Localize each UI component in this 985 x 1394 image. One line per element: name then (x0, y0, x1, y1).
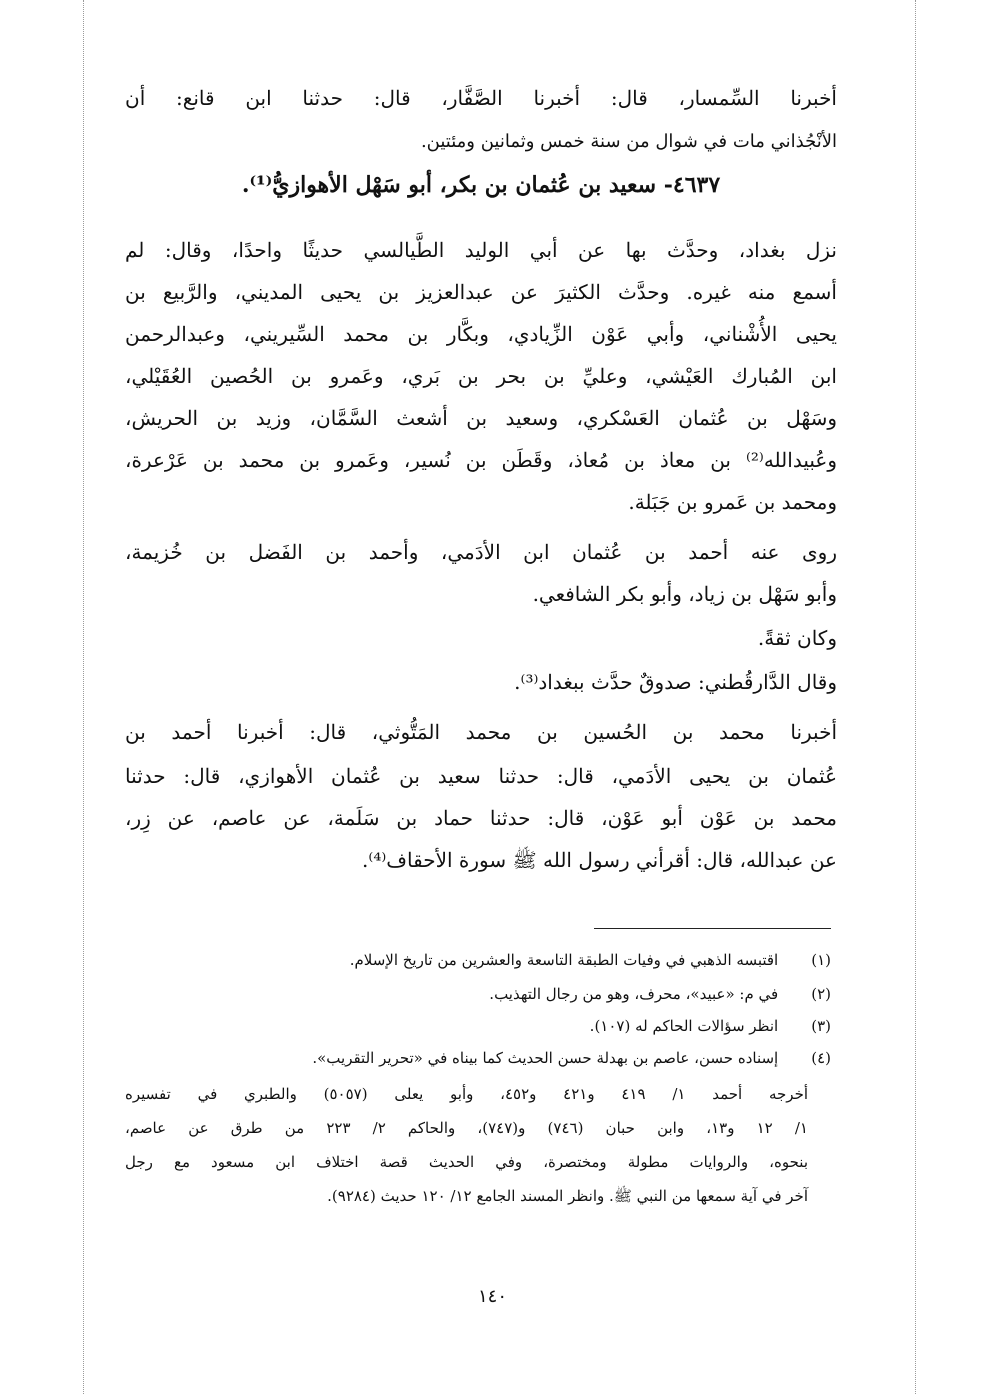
footnote-continuation-line: ١/ ١٢ و١٣، وابن حبان (٧٤٦) و(٧٤٧)، والحاكم ٢/ ٢٢٣ من طرق عن عاصم، (125, 1119, 808, 1137)
footnote-text: اقتبسه الذهبي في وفيات الطبقة التاسعة والعشرين من تاريخ الإسلام. (349, 951, 779, 969)
footnote-continuation-line: أخرجه أحمد ١/ ٤١٩ و٤٢١ و٤٥٢، وأبو يعلى (٥٠٥٧) والطبري في تفسيره (125, 1085, 809, 1103)
body-line: وقال الدَّارقُطني: صدوقٌ حدَّث ببغداد⁽³⁾. (514, 670, 837, 694)
body-line: الأنْجُذاني مات في شوال من سنة خمس وثمانين ومئتين. (420, 131, 837, 152)
left-margin-dotted-line (83, 0, 84, 1394)
body-line: محمد بن عَوْن أبو عَوْن، قال: حدثنا حماد بن سَلَمة، عن عاصم، عن زِر، (125, 806, 837, 830)
body-line: أخبرنا محمد بن الحُسين بن محمد المَتُّوثي، قال: أخبرنا أحمد بن (125, 720, 838, 744)
footnote-3 (125, 1014, 831, 1040)
footnote-continuation-line: آخر في آية سمعها من النبي ﷺ. وانظر المسند الجامع ١٢/ ١٢٠ حديث (٩٢٨٤). (327, 1187, 808, 1205)
footnote-number: (١) (811, 951, 831, 969)
body-line: وكان ثقةً. (757, 626, 837, 650)
footnote-2 (125, 982, 831, 1008)
body-line: نزل بغداد، وحدَّث بها عن أبي الوليد الطَّيالسي حديثًا واحدًا، وقال: لم (125, 238, 837, 262)
body-line: وعُبيدالله⁽²⁾ بن معاذ بن مُعاذ، وقَطَن بن نُسير، وعَمرو بن محمد بن عَرْعرة، (125, 448, 837, 472)
footnote-continuation-line: بنحوه، والروايات مطولة ومختصرة، وفي الحديث قصة اختلاف ابن مسعود مع رجل (125, 1153, 808, 1171)
footnote-text: في م: «عبيد»، محرف، وهو من رجال التهذيب. (489, 985, 779, 1003)
body-line: أسمع منه غيره. وحدَّث الكثيرَ عن عبدالعزيز بن يحيى المديني، والرَّبيع بن (125, 280, 837, 304)
right-margin-dotted-line (915, 0, 916, 1394)
body-line: يحيى الأُشْناني، وأبي عَوْن الزِّيادي، وبكَّار بن محمد السِّيريني، وعبدالرحمن (125, 322, 837, 346)
footnote-separator (594, 928, 831, 929)
body-line: عن عبدالله، قال: أقرأني رسول الله ﷺ سورة الأحقاف⁽⁴⁾. (362, 848, 837, 872)
body-line: وأبو سَهْل بن زياد، وأبو بكر الشافعي. (532, 582, 837, 606)
footnote-1 (125, 948, 831, 974)
footnote-number: (٤) (811, 1049, 831, 1067)
body-line: ومحمد بن عَمرو بن جَبَلة. (628, 490, 837, 514)
page-number: ١٤٠ (477, 1286, 507, 1307)
entry-heading: ٤٦٣٧- سعيد بن عُثمان بن بكر، أبو سَهْل الأهوازيُّ⁽¹⁾. (241, 172, 721, 198)
footnote-4 (125, 1046, 831, 1072)
footnote-text: إسناده حسن، عاصم بن بهدلة حسن الحديث كما بيناه في «تحرير التقريب». (312, 1049, 779, 1067)
footnote-number: (٢) (811, 985, 831, 1003)
body-line: وسَهْل بن عُثمان العَسْكري، وسعيد بن أشعث السَّمَّان، وزيد بن الحريش، (125, 406, 837, 430)
body-line: أخبرنا السِّمسار، قال: أخبرنا الصَّفَّار، قال: حدثنا ابن قانع: أن (125, 86, 837, 110)
body-line: عُثمان بن يحيى الأدَمي، قال: حدثنا سعيد بن عُثمان الأهوازي، قال: حدثنا (125, 764, 838, 788)
footnote-text: انظر سؤالات الحاكم له (١٠٧). (589, 1017, 779, 1035)
body-line: روى عنه أحمد بن عُثمان ابن الأدَمي، وأحمد بن الفَضل بن خُزيمة، (125, 540, 837, 564)
body-line: ابن المُبارك العَيْشي، وعليِّ بن بحر بن بَري، وعَمرو بن الحُصين العُقَيْلي، (125, 364, 837, 388)
footnote-number: (٣) (811, 1017, 831, 1035)
